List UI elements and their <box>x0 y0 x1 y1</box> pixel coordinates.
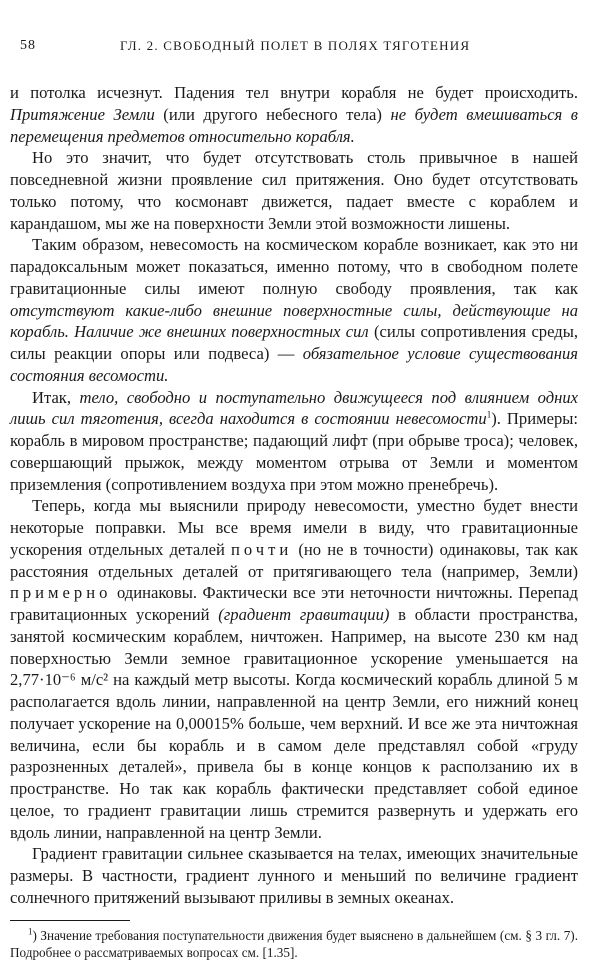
running-title: ГЛ. 2. СВОБОДНЫЙ ПОЛЕТ В ПОЛЯХ ТЯГОТЕНИЯ <box>120 38 471 53</box>
paragraph-4-italic-b: тело, свободно и поступательно движущееся под влиянием одних лишь сил тяготения, всегда находится в состоянии невесомости <box>10 387 578 429</box>
body-text <box>10 82 578 909</box>
paragraph-5 <box>10 495 578 843</box>
paragraph-4-text-c: ). Примеры: корабль в мировом пространстве; падающий лифт (при обрыве троса); человек, совершающий прыжок, между моментом отрыва от Земли и моментом приземления (сопротивлением воздуха при этом можно пренебречь). <box>10 409 579 494</box>
paragraph-1-text-c: (или другого небесного тела) <box>154 104 391 124</box>
paragraph-1 <box>10 82 578 147</box>
paragraph-2: Но это значит, что будет отсутствовать столь привычное в нашей повседневной жизни проявление сил притяжения. Оно будет отсутствовать только потому, что космонавт движется, падает вместе с кораблем и карандашом, мы же на поверхности Земли этой возможности лишены. <box>10 148 578 233</box>
paragraph-3 <box>10 234 578 386</box>
footnote-marker: 1 <box>28 926 33 937</box>
footnote-reference[interactable]: 1 <box>486 409 492 420</box>
book-page <box>10 38 578 974</box>
paragraph-4 <box>10 387 578 496</box>
paragraph-5-italic-f: (градиент гравитации) <box>218 605 390 624</box>
paragraph-5-text-c: (но не в точности) одинаковы, так как расстояния отдельных деталей от притягивающего тела (например, Земли) <box>10 539 578 581</box>
paragraph-1-italic-b: Притяжение Земли <box>10 104 155 124</box>
page-header <box>10 38 578 60</box>
footnote-text: ) Значение требования поступательности движения будет выяснено в дальнейшем (см. § 3 гл. 7). Подробнее о рассматриваемых вопросах см. [1.35]. <box>10 927 578 960</box>
paragraph-5-text-a: Теперь, когда мы выяснили природу невесомости, уместно будет внести некоторые поправки. Мы все время имели в виду, что гравитационные ускорения отдельных деталей <box>10 496 578 559</box>
paragraph-5-text-g: в области пространства, занятой космическим кораблем, ничтожен. Например, на высоте 230 км над поверхностью Земли земное гравитационное ускорение уменьшается на 2,77·10⁻⁶ м/с² на каждый метр высоты. Когда космический корабль длиной 5 м располагается вдоль линии, направленной на центр Земли, его нижний конец получает ускорение на 0,00015% больше, чем верхний. И все же эта ничтожная величина, если бы корабль и в самом деле представлял собой «груду разрозненных деталей», привела бы в конце концов к расползанию их в пространстве. Но так как корабль фактически представляет собой единое целое, то градиент гравитации лишь стремится развернуть и удержать его вдоль линии, направленной на центр Земли. <box>10 605 579 842</box>
paragraph-6: Градиент гравитации сильнее сказывается на телах, имеющих значительные размеры. В частности, градиент лунного и меньший по величине градиент солнечного притяжений вызывают приливы в земных океанах. <box>10 844 578 907</box>
paragraph-3-italic-d: обязательное условие существования состояния весомости. <box>10 344 578 385</box>
paragraph-4-text-a: Итак, <box>32 387 80 407</box>
paragraph-3-italic-b: отсутствуют какие-либо внешние поверхностные силы, действующие на корабль. Наличие же внешних поверхностных сил <box>10 300 578 342</box>
paragraph-1-text-a: и потолка исчезнут. Падения тел внутри корабля не будет происходить. <box>10 83 578 102</box>
paragraph-5-spaced-b: почти <box>231 539 293 559</box>
page-number: 58 <box>20 38 36 53</box>
paragraph-1-italic-d: не будет вмешиваться в перемещения предметов относительно корабля. <box>10 104 579 146</box>
paragraph-3-text-a: Таким образом, невесомость на космическом корабле возникает, как это ни парадоксальным может показаться, именно потому, что в свободном полете гравитационные силы имеют полную свободу проявления, так как <box>10 235 578 298</box>
paragraph-5-spaced-d: примерно <box>10 583 112 603</box>
footnote-divider <box>10 920 130 921</box>
paragraph-3-text-c: (силы сопротивления среды, силы реакции опоры или подвеса) — <box>10 322 578 363</box>
footnote <box>10 927 578 961</box>
paragraph-5-text-e: одинаковы. Фактически все эти неточности ничтожны. Перепад гравитационных ускорений <box>10 583 578 624</box>
